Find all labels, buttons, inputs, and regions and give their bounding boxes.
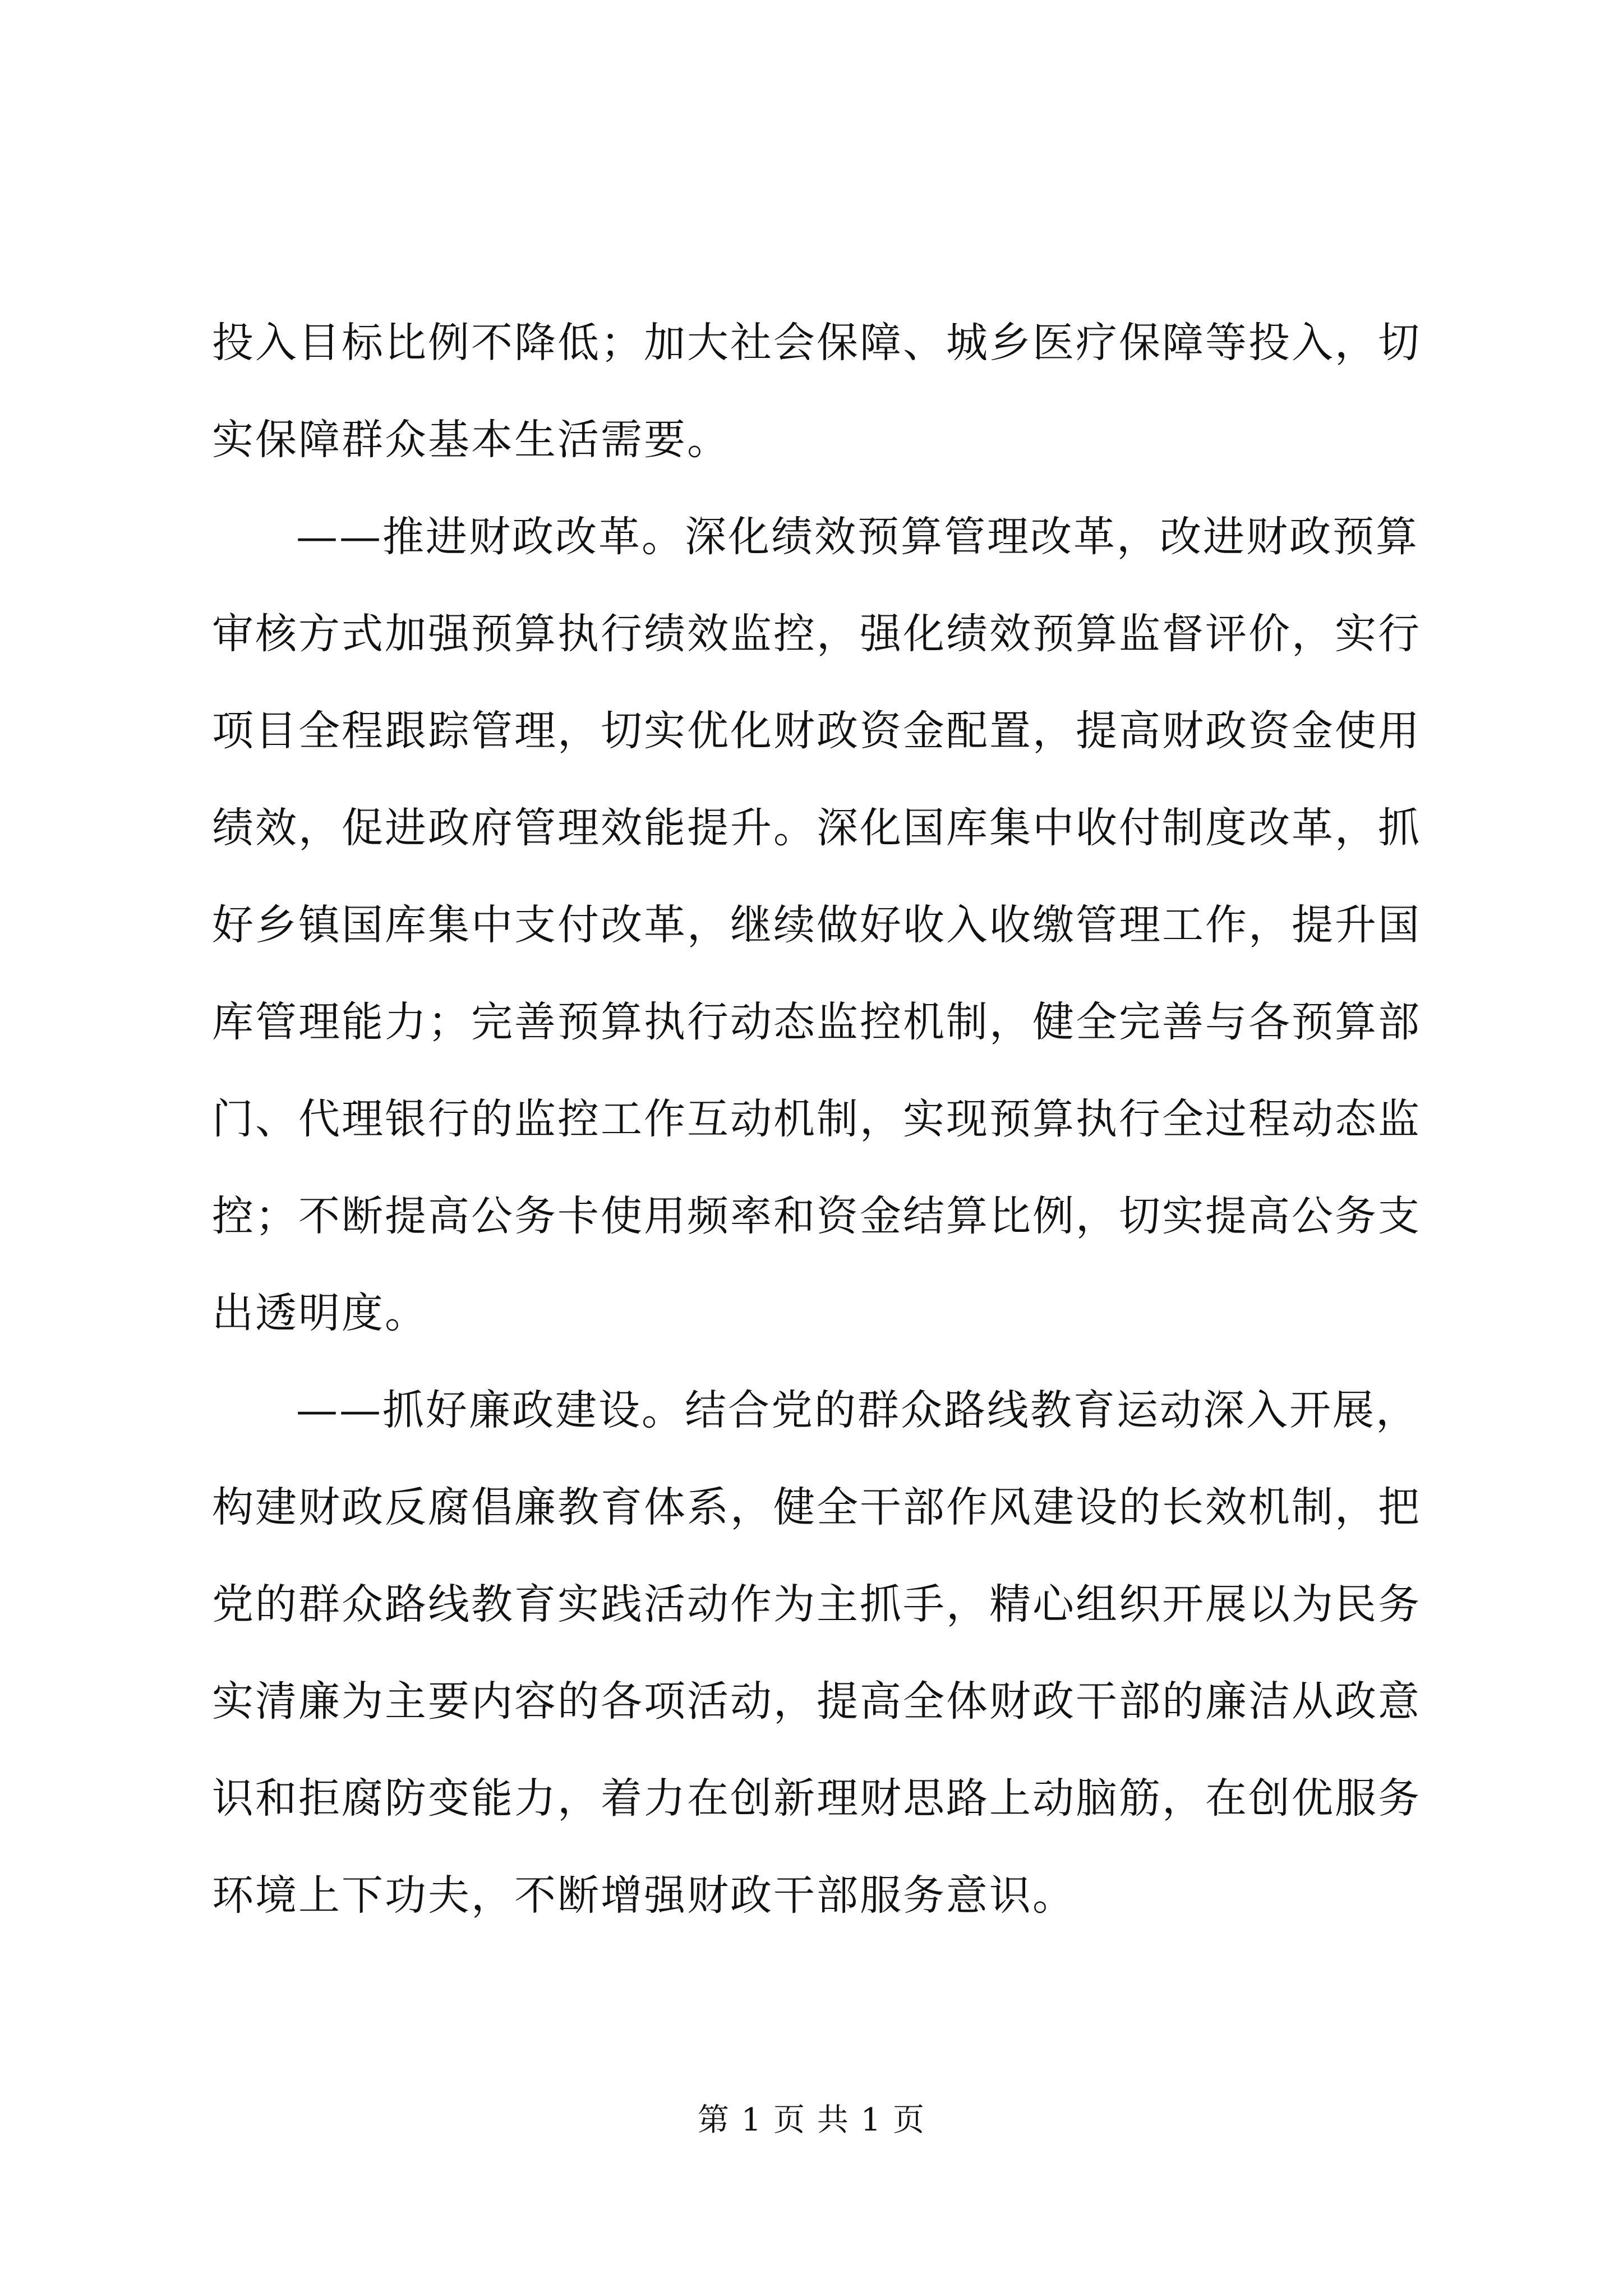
text-line: 环境上下功夫，不断增强财政干部服务意识。 (212, 1871, 1076, 1920)
text-line: 投入目标比例不降低；加大社会保障、城乡医疗保障等投入，切 (212, 319, 1421, 367)
text-line: 项目全程跟踪管理，切实优化财政资金配置，提高财政资金使用 (212, 707, 1421, 755)
section-heading-line: ——抓好廉政建设。结合党的群众路线教育运动深入开展， (296, 1386, 1419, 1434)
text-line: 审核方式加强预算执行绩效监控，强化绩效预算监督评价，实行 (212, 610, 1421, 658)
text-line: 构建财政反腐倡廉教育体系，健全干部作风建设的长效机制，把 (212, 1483, 1421, 1531)
text-line: 出透明度。 (212, 1289, 428, 1337)
text-line: 实保障群众基本生活需要。 (212, 416, 730, 464)
section-heading-line: ——推进财政改革。深化绩效预算管理改革，改进财政预算 (296, 513, 1419, 561)
text-line: 绩效，促进政府管理效能提升。深化国库集中收付制度改革，抓 (212, 804, 1421, 852)
text-line: 门、代理银行的监控工作互动机制，实现预算执行全过程动态监 (212, 1095, 1421, 1143)
text-line: 识和拒腐防变能力，着力在创新理财思路上动脑筋，在创优服务 (212, 1774, 1421, 1823)
document-body (212, 295, 1421, 1944)
text-line: 党的群众路线教育实践活动作为主抓手，精心组织开展以为民务 (212, 1580, 1421, 1628)
page-number-footer: 第 1 页 共 1 页 (697, 2102, 926, 2138)
text-line: 实清廉为主要内容的各项活动，提高全体财政干部的廉洁从政意 (212, 1677, 1421, 1726)
text-line: 库管理能力；完善预算执行动态监控机制，健全完善与各预算部 (212, 998, 1421, 1046)
text-line: 好乡镇国库集中支付改革，继续做好收入收缴管理工作，提升国 (212, 901, 1421, 949)
text-line: 控；不断提高公务卡使用频率和资金结算比例，切实提高公务支 (212, 1192, 1421, 1240)
